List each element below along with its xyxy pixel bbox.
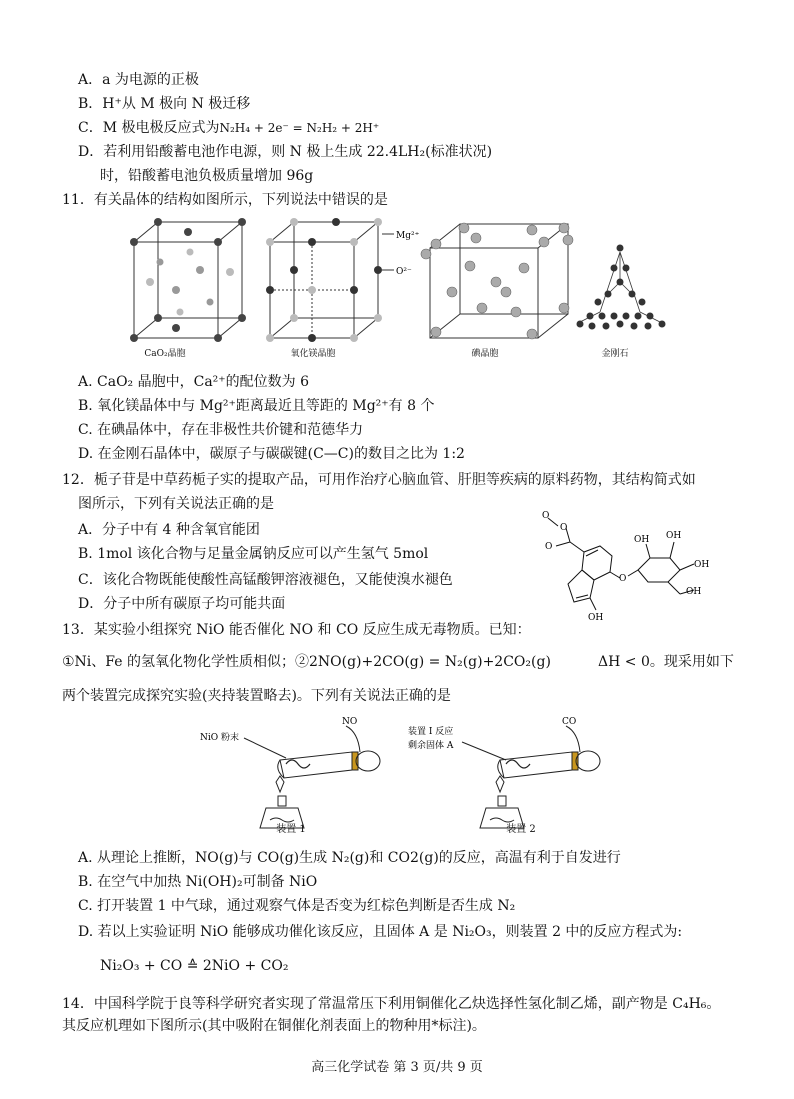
oh-label-1: OH <box>634 535 650 545</box>
diamond-structure <box>580 252 660 322</box>
mgo-cell <box>270 222 378 338</box>
q13-stem-line3: 两个装置完成探究实验(夹持装置略去)。下列有关说法正确的是 <box>62 688 451 704</box>
oh-label-3: OH <box>694 560 710 570</box>
q13-stem: 13．某实验小组探究 NiO 能否催化 NO 和 CO 反应生成无毒物质。已知： <box>62 622 531 638</box>
q13-option-b: B. 在空气中加热 Ni(OH)₂可制备 NiO <box>78 874 318 890</box>
nio-powder-label: NiO 粉末 <box>200 733 239 743</box>
mgo-atoms <box>266 218 382 342</box>
q10-option-c-equation: N₂H₄ + 2e⁻ = N₂H₂ + 2H⁺ <box>219 121 380 135</box>
ester-o2-label: O <box>560 523 568 533</box>
oh-label-4: OH <box>686 587 702 597</box>
solid-a-label-1: 装置 I 反应 <box>408 727 454 737</box>
device-1 <box>244 726 380 828</box>
q12-stem-line1: 12．栀子苷是中草药栀子实的提取产品，可用作治疗心脑血管、肝胆等疾病的原料药物，其结构简式如 <box>62 472 696 488</box>
geniposide-structure <box>530 510 730 625</box>
page-footer: 高三化学试卷 第 3 页/共 9 页 <box>311 1060 483 1075</box>
q10-option-a: A．a 为电源的正极 <box>78 72 199 88</box>
oh-label-2: OH <box>666 531 682 541</box>
device-2-caption: 装置 2 <box>506 824 536 835</box>
q10-option-d-cont: 时，铅酸蓄电池负极质量增加 96g <box>100 168 314 184</box>
cao2-caption: CaO₂晶胞 <box>144 349 186 359</box>
o-label: O²⁻ <box>396 267 412 277</box>
q10-option-b: B．H⁺从 M 极向 N 极迁移 <box>78 96 251 112</box>
crystal-structures-figure <box>120 212 680 362</box>
co-label: CO <box>562 717 577 727</box>
solid-a-label-2: 剩余固体 A <box>408 741 454 751</box>
iodine-atoms <box>421 223 573 339</box>
diamond-caption: 金刚石 <box>601 349 629 359</box>
q10-option-c-text: C．M 极电极反应式为 <box>78 120 220 136</box>
q13-known <box>62 652 551 672</box>
ester-o-label: O <box>542 511 550 521</box>
q10-option-d: D．若利用铅酸蓄电池作电源，则 N 极上生成 22.4LH₂(标准状况) <box>78 144 493 160</box>
q13-dh: ΔH < 0。现采用如下 <box>598 654 734 670</box>
q13-known-1: ①Ni、Fe 的氢氧化物化学性质相似； <box>62 654 295 670</box>
q13-option-c: C. 打开装置 1 中气球，通过观察气体是否变为红棕色判断是否生成 N₂ <box>78 898 516 914</box>
q12-stem-line2: 图所示，下列有关说法正确的是 <box>78 496 274 512</box>
q13-known-2: ②2NO(g)+2CO(g) = N₂(g)+2CO₂(g) <box>294 654 551 670</box>
no-label: NO <box>342 717 358 727</box>
q11-option-d: D. 在金刚石晶体中，碳原子与碳碳键(C—C)的数目之比为 1:2 <box>78 446 465 462</box>
glycoside-o-label: O <box>619 574 627 584</box>
device-1-caption: 装置 1 <box>276 824 306 835</box>
device-2 <box>462 726 600 828</box>
oh-label-5: OH <box>588 613 604 623</box>
q10-option-c <box>78 118 379 138</box>
carbonyl-o-label: O <box>545 542 553 552</box>
q12-option-c: C．该化合物既能使酸性高锰酸钾溶液褪色，又能使溴水褪色 <box>78 572 453 588</box>
q11-option-c: C. 在碘晶体中，存在非极性共价键和范德华力 <box>78 422 364 438</box>
diamond-atoms <box>577 245 666 330</box>
mgo-caption: 氧化镁晶胞 <box>290 349 336 359</box>
cao2-atoms <box>130 218 246 342</box>
q12-option-a: A．分子中有 4 种含氧官能团 <box>78 522 260 538</box>
q14-stem-line1: 14．中国科学院于良等科学研究者实现了常温常压下利用铜催化乙炔选择性氢化制乙烯，副产物是 C₄H₆。 <box>62 996 721 1012</box>
q11-stem: 11．有关晶体的结构如图所示，下列说法中错误的是 <box>62 192 388 208</box>
apparatus-figure <box>200 712 620 834</box>
q12-option-b: B. 1mol 该化合物与足量金属钠反应可以产生氢气 5mol <box>78 546 429 562</box>
q11-option-b: B. 氧化镁晶体中与 Mg²⁺距离最近且等距的 Mg²⁺有 8 个 <box>78 398 435 414</box>
q13-option-d: D. 若以上实验证明 NiO 能够成功催化该反应，且固体 A 是 Ni₂O₃，则装置 2 中的反应方程式为: <box>78 924 683 940</box>
q14-stem-line2: 其反应机理如下图所示(其中吸附在铜催化剂表面上的物种用*标注)。 <box>62 1018 486 1034</box>
q13-option-a: A. 从理论上推断，NO(g)与 CO(g)生成 N₂(g)和 CO2(g)的反应，高温有利于自发进行 <box>78 850 621 866</box>
q13-equation: Ni₂O₃ + CO ≙ 2NiO + CO₂ <box>100 958 289 974</box>
q11-option-a: A. CaO₂ 晶胞中，Ca²⁺的配位数为 6 <box>78 374 310 390</box>
q12-option-d: D．分子中所有碳原子均可能共面 <box>78 596 286 612</box>
mg-label: Mg²⁺ <box>396 231 420 241</box>
iodine-caption: 碘晶胞 <box>471 349 499 359</box>
